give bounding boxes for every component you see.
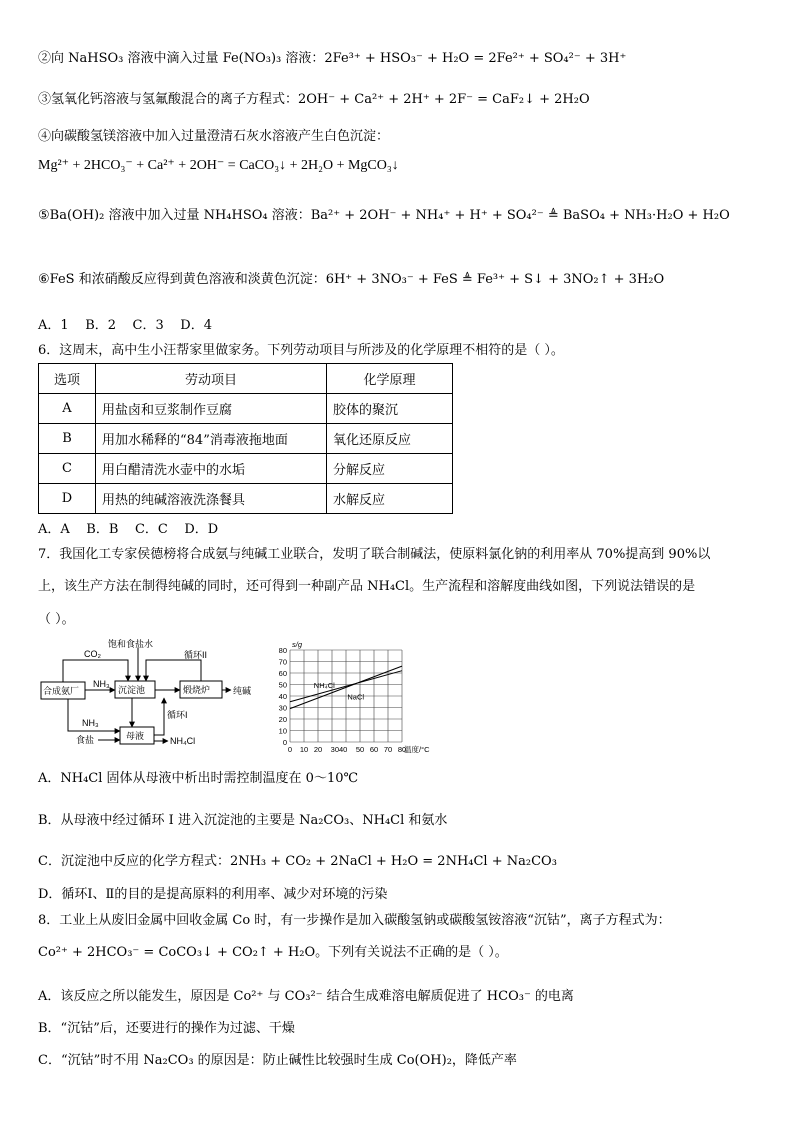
q7-option-b: B．从母液中经过循环 I 进入沉淀池的主要是 Na₂CO₃、NH₄Cl 和氨水 xyxy=(38,813,448,828)
table-cell: B xyxy=(39,424,96,454)
table-header-row xyxy=(39,364,453,394)
chart-x-tick-label: 0 xyxy=(287,745,293,754)
table-cell: 用白醋清洗水壶中的水垢 xyxy=(96,454,327,484)
flow-label-nh3-top: NH₃ xyxy=(93,679,110,689)
table-cell: C xyxy=(39,454,96,484)
q6-table xyxy=(38,363,453,514)
chart-y-tick-label: 10 xyxy=(278,726,287,736)
table-cell: 氧化还原反应 xyxy=(327,424,453,454)
flow-box-precipitation-tank: 沉淀池 xyxy=(118,685,146,695)
table-cell: 分解反应 xyxy=(327,454,453,484)
flow-box-mother-liquor: 母液 xyxy=(126,731,145,741)
chart-x-tick-label: 50 xyxy=(355,745,365,754)
q8-option-c: C．“沉钴”时不用 Na₂CO₃ 的原因是：防止碱性比较强时生成 Co(OH)₂，降低产率 xyxy=(38,1053,517,1068)
table-cell: 水解反应 xyxy=(327,484,453,514)
chart-x-tick-label: 3040 xyxy=(330,745,348,754)
q5-item2: ②向 NaHSO₃ 溶液中滴入过量 Fe(NO₃)₃ 溶液：2Fe³⁺ + HSO₃⁻ + H₂O = 2Fe²⁺ + SO₄²⁻ + 3H⁺ xyxy=(38,51,627,66)
q8-stem-line2: Co²⁺ + 2HCO₃⁻ = CoCO₃↓ + CO₂↑ + H₂O。下列有关说法不正确的是（ ）。 xyxy=(38,945,508,960)
q6-options: A．A B．B C．C D．D xyxy=(38,522,219,537)
chart-x-tick-label: 70 xyxy=(383,745,393,754)
q5-options: A．1 B．2 C．3 D．4 xyxy=(38,318,212,333)
q7-option-d: D．循环Ⅰ、Ⅱ的目的是提高原料的利用率、减少对环境的污染 xyxy=(38,887,388,902)
table-cell: 用盐卤和豆浆制作豆腐 xyxy=(96,394,327,424)
flow-label-brine: 饱和食盐水 xyxy=(108,639,154,649)
chart-y-axis-label: s/g xyxy=(292,640,303,649)
chart-y-tick-label: 30 xyxy=(278,703,287,713)
chart-x-tick-label: 60 xyxy=(369,745,379,754)
table-cell: 胶体的聚沉 xyxy=(327,394,453,424)
q7-flow-diagram xyxy=(38,638,283,758)
table-header-cell: 选项 xyxy=(39,364,96,394)
table-row xyxy=(39,484,453,514)
table-cell: 用热的纯碱溶液洗涤餐具 xyxy=(96,484,327,514)
table-header-cell: 化学原理 xyxy=(327,364,453,394)
chart-series-label: NaCl xyxy=(347,692,365,702)
table-row xyxy=(39,454,453,484)
q8-stem-line1: 8．工业上从废旧金属中回收金属 Co 时，有一步操作是加入碳酸氢钠或碳酸氢铵溶液“沉钴”，离子方程式为： xyxy=(38,913,671,928)
chart-series-label: NH₄Cl xyxy=(313,680,335,690)
chart-x-tick-label: 80 xyxy=(397,745,407,754)
chart-y-tick-label: 70 xyxy=(278,657,287,667)
table-cell: A xyxy=(39,394,96,424)
q5-item5: ⑤Ba(OH)₂ 溶液中加入过量 NH₄HSO₄ 溶液：Ba²⁺ + 2OH⁻ + NH₄⁺ + H⁺ + SO₄²⁻ ≜ BaSO₄ + NH₃·H₂O + H₂O xyxy=(38,208,730,223)
flow-label-nh3-bottom: NH₃ xyxy=(82,718,99,728)
chart-x-tick-label: 20 xyxy=(313,745,323,754)
q7-stem-line2: 上，该生产方法在制得纯碱的同时，还可得到一种副产品 NH₄Cl。生产流程和溶解度曲线如图，下列说法错误的是 xyxy=(38,579,696,594)
table-cell: 用加水稀释的“84”消毒液拖地面 xyxy=(96,424,327,454)
table-cell: D xyxy=(39,484,96,514)
flow-label-cycle2: 循环II xyxy=(184,650,208,660)
q5-item4-equation: Mg²⁺ + 2HCO₃⁻ + Ca²⁺ + 2OH⁻ = CaCO₃↓ + 2H₂O + MgCO₃↓ xyxy=(38,158,399,173)
q7-stem-line1: 7．我国化工专家侯德榜将合成氨与纯碱工业联合，发明了联合制碱法，使原料氯化钠的利用率从 70%提高到 90%以 xyxy=(38,547,711,562)
flow-label-soda: 纯碱 xyxy=(233,686,252,696)
flow-box-ammonia-plant: 合成氨厂 xyxy=(43,686,80,696)
q7-option-c: C．沉淀池中反应的化学方程式：2NH₃ + CO₂ + 2NaCl + H₂O = 2NH₄Cl + Na₂CO₃ xyxy=(38,854,557,869)
flow-label-cycle1: 循环I xyxy=(167,710,188,720)
chart-y-tick-label: 60 xyxy=(278,669,287,678)
q5-item3: ③氢氧化钙溶液与氢氟酸混合的离子方程式：2OH⁻ + Ca²⁺ + 2H⁺ + 2F⁻ = CaF₂↓ + 2H₂O xyxy=(38,92,590,107)
table-header-cell: 劳动项目 xyxy=(96,364,327,394)
flow-label-salt: 食盐 xyxy=(76,735,95,745)
flow-label-nh4cl: NH₄Cl xyxy=(170,736,196,746)
chart-y-tick-label: 0 xyxy=(282,738,287,747)
chart-x-tick-label: 10 xyxy=(299,745,309,754)
chart-y-tick-label: 40 xyxy=(278,692,287,701)
chart-y-tick-label: 50 xyxy=(278,680,287,690)
chart-y-tick-label: 80 xyxy=(278,646,287,655)
q7-option-a: A．NH₄Cl 固体从母液中析出时需控制温度在 0～10℃ xyxy=(38,771,359,786)
flow-label-co2: CO₂ xyxy=(84,649,101,659)
table-row xyxy=(39,424,453,454)
q8-option-a: A．该反应之所以能发生，原因是 Co²⁺ 与 CO₃²⁻ 结合生成难溶电解质促进了 HCO₃⁻ 的电离 xyxy=(38,989,574,1004)
q8-option-b: B．“沉钴”后，还要进行的操作为过滤、干燥 xyxy=(38,1021,295,1036)
table-row xyxy=(39,394,453,424)
q7-solubility-chart xyxy=(268,638,448,758)
q5-item6: ⑥FeS 和浓硝酸反应得到黄色溶液和淡黄色沉淀：6H⁺ + 3NO₃⁻ + FeS ≜ Fe³⁺ + S↓ + 3NO₂↑ + 3H₂O xyxy=(38,272,665,287)
q7-stem-line3: （ ）。 xyxy=(38,612,75,627)
flow-box-furnace: 煅烧炉 xyxy=(183,685,211,695)
chart-y-tick-label: 20 xyxy=(278,715,287,724)
q5-item4: ④向碳酸氢镁溶液中加入过量澄清石灰水溶液产生白色沉淀： xyxy=(38,129,390,144)
q6-stem: 6．这周末，高中生小汪帮家里做家务。下列劳动项目与所涉及的化学原理不相符的是（ ）。 xyxy=(38,343,564,358)
chart-x-axis-label: 温度/°C xyxy=(404,745,430,754)
